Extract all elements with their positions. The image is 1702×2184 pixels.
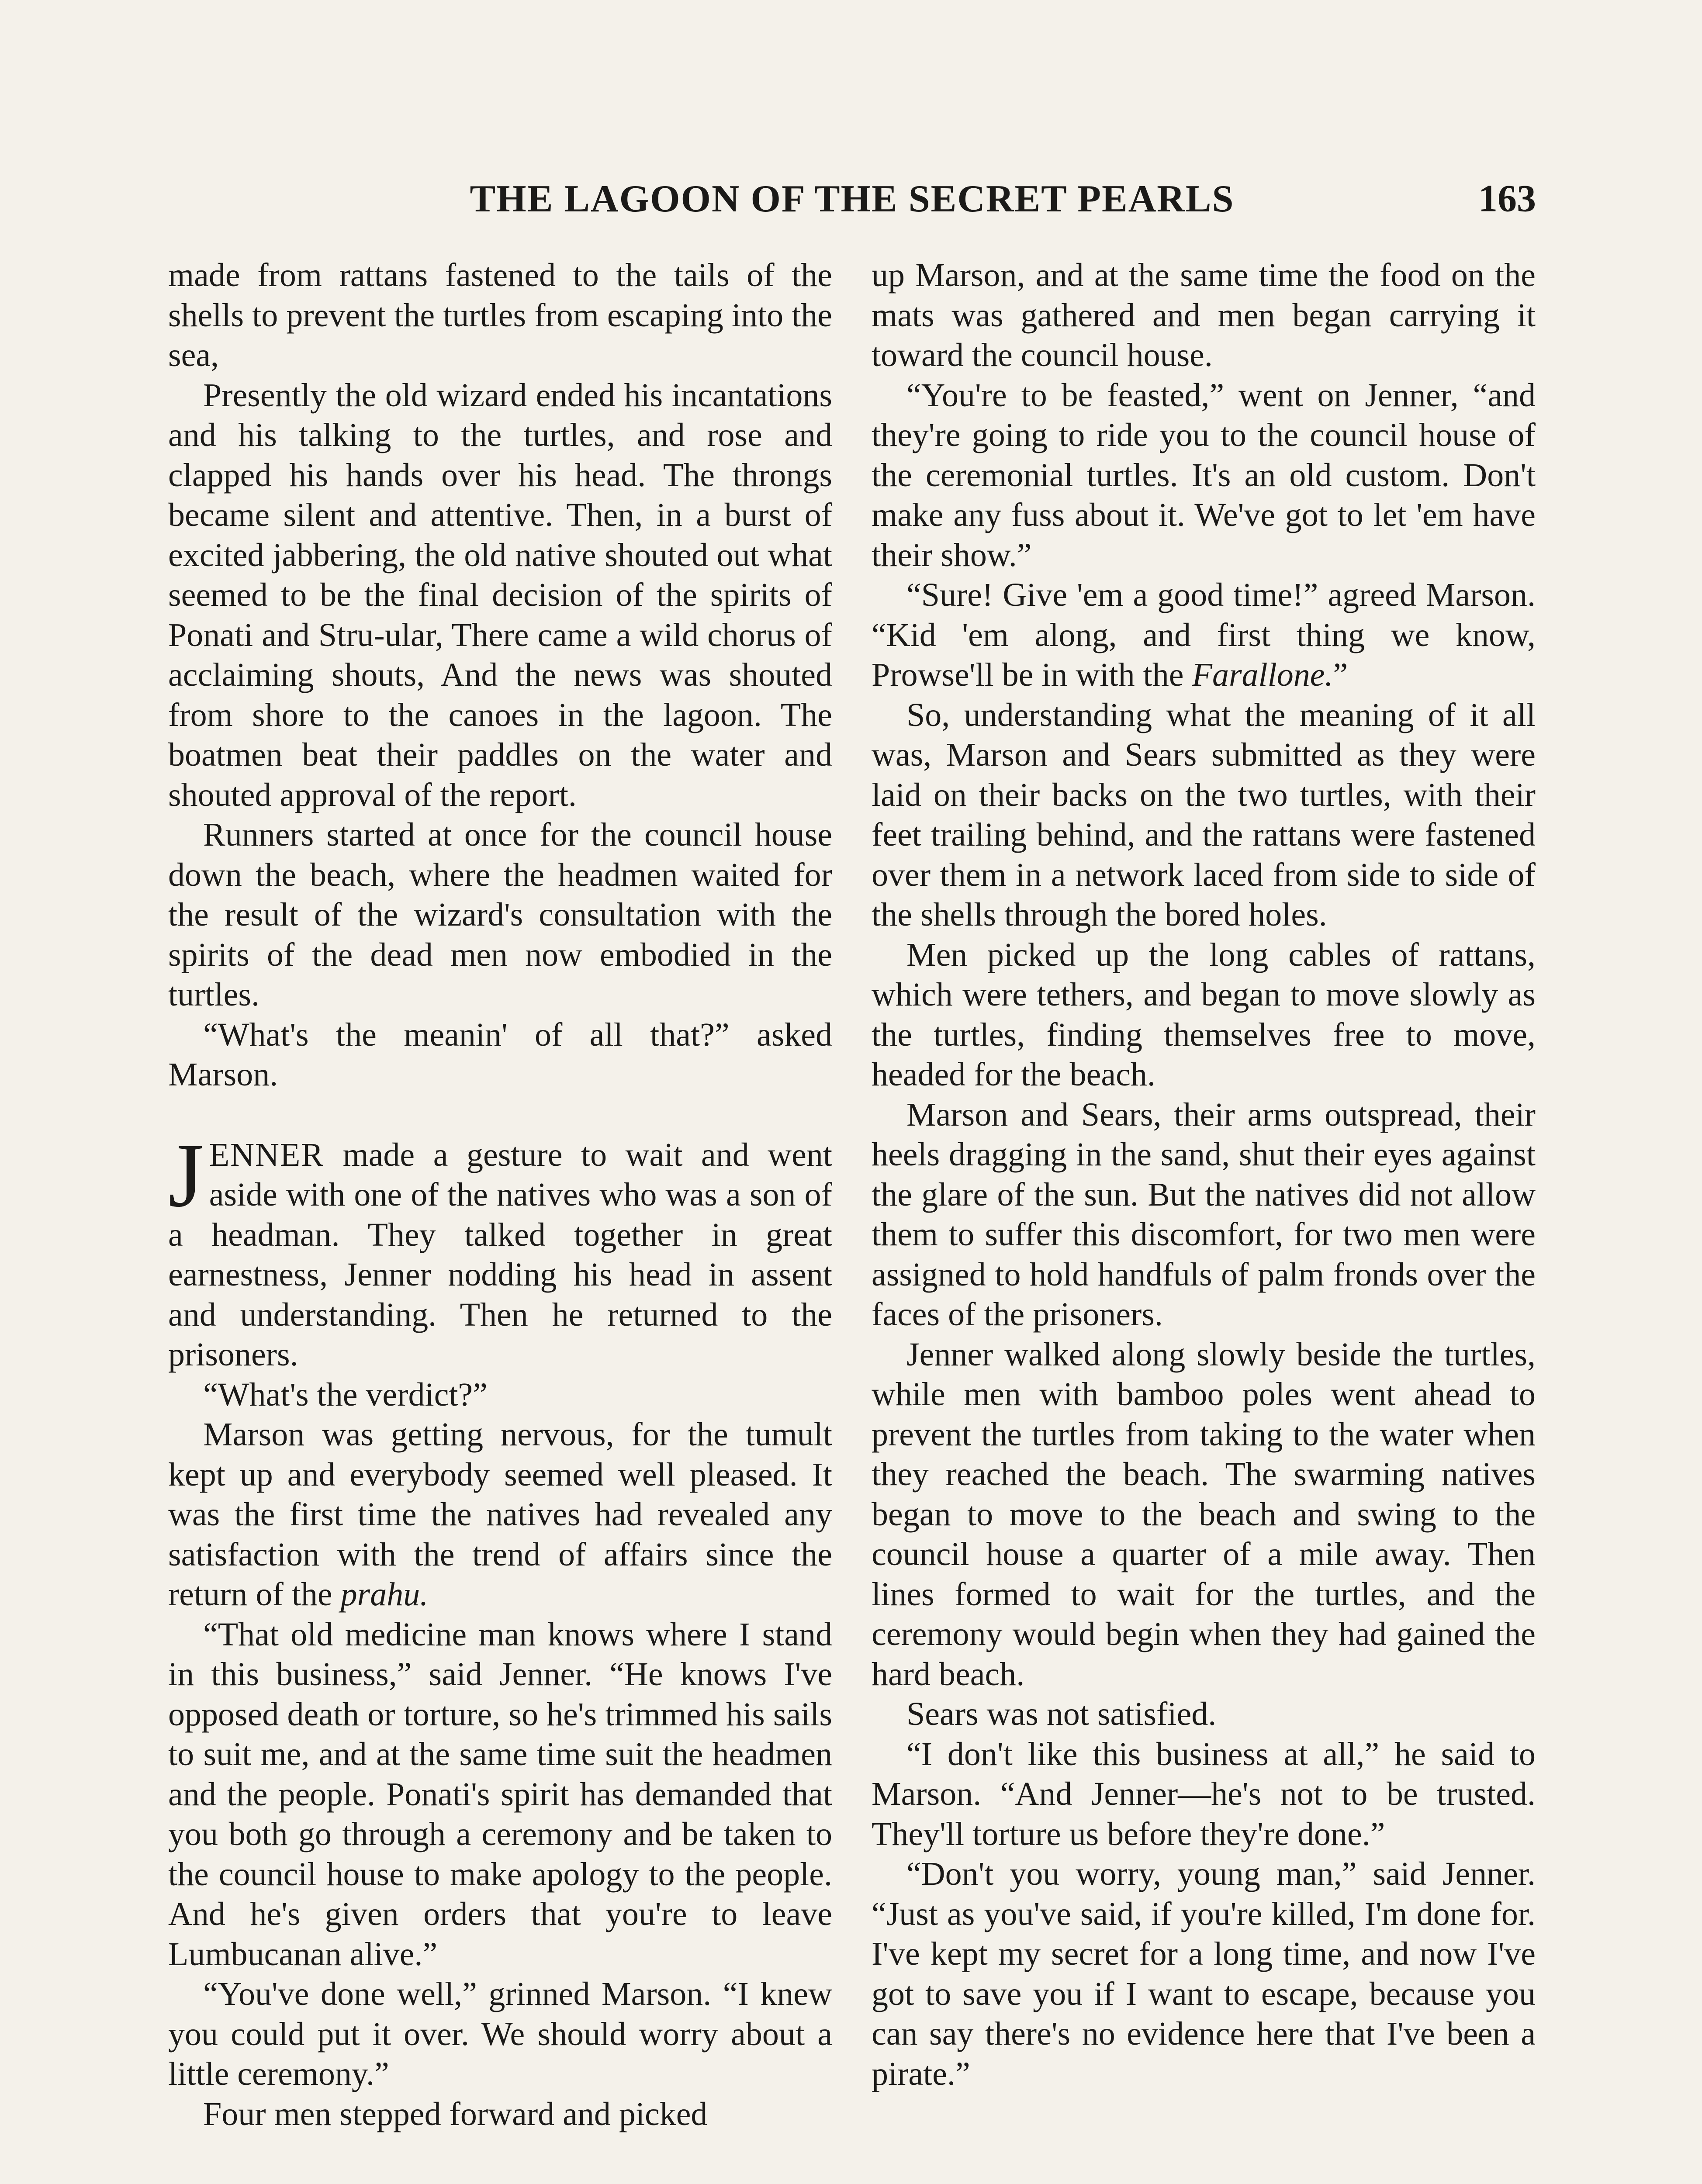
- paragraph: “I don't like this business at all,” he said to Marson. “And Jenner—he's not to be trusted. They'll torture us before they're done.”: [872, 1735, 1536, 1852]
- paragraph: Marson and Sears, their arms outspread, their heels dragging in the sand, shut their eyes against the glare of the sun. But the natives did not allow them to suffer this discomfort, for two men were assigned to hold handfuls of palm fronds over the faces of the prisoners.: [872, 1096, 1536, 1333]
- paragraph: “What's the meanin' of all that?” asked Marson.: [168, 1016, 832, 1093]
- paragraph: made from rattans fastened to the tails of the shells to prevent the turtles from escaping into the sea,: [168, 257, 832, 373]
- paragraph: “What's the verdict?”: [203, 1376, 488, 1413]
- paragraph: “That old medicine man knows where I stand in this business,” said Jenner. “He knows I've opposed death or torture, so he's trimmed his sails to suit me, and at the same time suit the headmen and the people. Ponati's spirit has demanded that you both go through a ceremony and be taken to the council house to make apology to the people. And he's given orders that you're to leave Lumbucanan alive.”: [168, 1616, 832, 1973]
- paragraph: So, understanding what the meaning of it all was, Marson and Sears submitted as they were laid on their backs on the two turtles, with their feet trailing behind, and the rattans were fastened over them in a network laced from side to side of the shells through the bored holes.: [872, 696, 1536, 933]
- right-column: [872, 256, 1536, 2094]
- paragraph: “Don't you worry, young man,” said Jenner. “Just as you've said, if you're killed, I'm done for. I've kept my secret for a long time, and now I've got to save you if I want to escape, because you can say there's no evidence here that I've been a pirate.”: [872, 1856, 1536, 2092]
- section-start-paragraph: [168, 1124, 832, 1375]
- page-number: 163: [1478, 177, 1536, 220]
- paragraph: Sears was not satisfied.: [906, 1696, 1217, 1732]
- paragraph: Runners started at once for the council house down the beach, where the headmen waited for the result of the wizard's consultation with the spirits of the dead men now embodied in the turtles.: [168, 816, 832, 1013]
- paragraph: up Marson, and at the same time the food on the mats was gathered and men began carrying it toward the council house.: [872, 257, 1536, 373]
- paragraph-text: “Sure! Give 'em a good time!” agreed Marson. “Kid 'em along, and first thing we know, Prowse'll be in with the: [872, 577, 1536, 693]
- italic-word: prahu.: [340, 1576, 429, 1613]
- paragraph: [168, 1415, 832, 1615]
- page-header: [168, 173, 1536, 225]
- paragraph: Presently the old wizard ended his incantations and his talking to the turtles, and rose and clapped his hands over his head. The throngs became silent and attentive. Then, in a burst of excited jabbering, the old native shouted out what seemed to be the final decision of the spirits of Ponati and Stru-ular, There came a wild chorus of acclaiming shouts, And the news was shouted from shore to the canoes in the lagoon. The boatmen beat their paddles on the water and shouted approval of the report.: [168, 377, 832, 813]
- small-caps-lead: ENNER: [209, 1136, 325, 1173]
- paragraph-text: made a gesture to wait and went aside with one of the natives who was a son of a headman. They talked together in great earnestness, Jenner nodding his head in assent and understanding. Then he returned to the prisoners.: [168, 1136, 832, 1373]
- paragraph: “You've done well,” grinned Marson. “I knew you could put it over. We should worry about a little ceremony.”: [168, 1976, 832, 2092]
- drop-cap: J: [168, 1124, 204, 1226]
- paragraph: “You're to be feasted,” went on Jenner, “and they're going to ride you to the council house of the ceremonial turtles. It's an old custom. Don't make any fuss about it. We've got to let 'em have their show.”: [872, 377, 1536, 574]
- page-title: THE LAGOON OF THE SECRET PEARLS: [470, 177, 1235, 220]
- paragraph: [872, 575, 1536, 695]
- left-column: [168, 256, 832, 2134]
- italic-ship-name: Farallone.: [1192, 657, 1333, 693]
- paragraph: Men picked up the long cables of rattans, which were tethers, and began to move slowly as the turtles, finding themselves free to move, headed for the beach.: [872, 936, 1536, 1093]
- paragraph-text: Marson was getting nervous, for the tumult kept up and everybody seemed well pleased. It was the first time the natives had revealed any satisfaction with the trend of affairs since the return of the: [168, 1416, 832, 1613]
- paragraph: Four men stepped forward and picked: [203, 2095, 708, 2132]
- paragraph: Jenner walked along slowly beside the turtles, while men with bamboo poles went ahead to prevent the turtles from taking to the water when they reached the beach. The swarming natives began to move to the beach and swing to the council house a quarter of a mile away. Then lines formed to wait for the turtles, and the ceremony would begin when they had gained the hard beach.: [872, 1336, 1536, 1693]
- closing-quote: ”: [1333, 657, 1348, 693]
